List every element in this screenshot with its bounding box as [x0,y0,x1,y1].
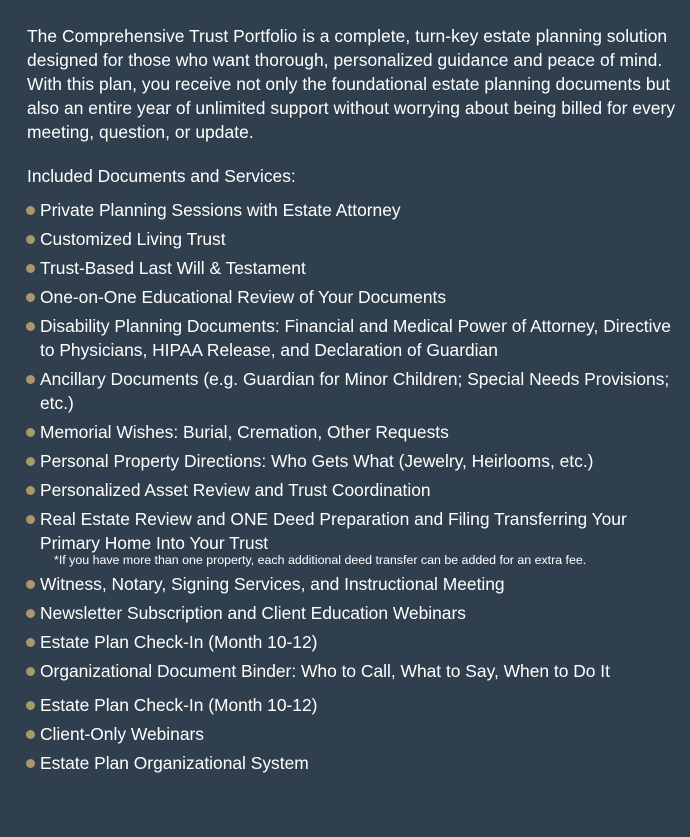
list-item [27,507,676,567]
list-item-text: One-on-One Educational Review of Your Documents [40,287,447,307]
bullet-icon [26,609,35,618]
list-item-text: Private Planning Sessions with Estate Attorney [40,200,401,220]
list-item [27,256,676,280]
section-heading: Included Documents and Services: [27,166,296,186]
list-item-text: Client-Only Webinars [40,724,204,744]
list-item-text: Memorial Wishes: Burial, Cremation, Other Requests [40,422,449,442]
list-item [27,722,676,746]
bullet-icon [26,638,35,647]
list-item-text: Real Estate Review and ONE Deed Preparation and Filing Transferring Your Primary Home Into Your Trust [40,509,627,553]
list-item [27,693,676,717]
list-item [27,367,676,415]
list-item [27,751,676,775]
list-item [27,449,676,473]
bullet-icon [26,486,35,495]
list-item-text: Trust-Based Last Will & Testament [40,258,306,278]
bullet-icon [26,701,35,710]
list-item-text: Organizational Document Binder: Who to Call, What to Say, When to Do It [40,661,610,681]
bullet-icon [26,515,35,524]
intro-paragraph: The Comprehensive Trust Portfolio is a complete, turn-key estate planning solution designed for those who want thorough, personalized guidance and peace of mind. With this plan, you receive not only the foundational estate planning documents but also an entire year of unlimited support without worrying about being billed for every meeting, question, or update. [27,26,676,142]
list-item [27,285,676,309]
list-item-text: Ancillary Documents (e.g. Guardian for Minor Children; Special Needs Provisions; etc.) [40,369,670,413]
list-item-text: Personalized Asset Review and Trust Coordination [40,480,431,500]
bullet-icon [26,457,35,466]
list-item-text: Disability Planning Documents: Financial and Medical Power of Attorney, Directive to Physicians, HIPAA Release, and Declaration of Guardian [40,316,671,360]
bullet-icon [26,730,35,739]
list-item [27,572,676,596]
list-item-text: Witness, Notary, Signing Services, and Instructional Meeting [40,574,505,594]
list-item [27,227,676,251]
bullet-icon [26,580,35,589]
bullet-icon [26,428,35,437]
bullet-icon [26,375,35,384]
bullet-icon [26,235,35,244]
bullet-icon [26,667,35,676]
bullet-icon [26,759,35,768]
list-item [27,478,676,502]
deed-footnote: *If you have more than one property, each additional deed transfer can be added for an extra fee. [54,553,587,567]
list-item [27,630,676,654]
bullet-icon [26,322,35,331]
list-item-text: Estate Plan Organizational System [40,753,309,773]
list-item [27,420,676,444]
bullet-icon [26,264,35,273]
list-item [27,601,676,625]
list-item [27,198,676,222]
list-item-text: Estate Plan Check-In (Month 10-12) [40,695,318,715]
list-item-text: Estate Plan Check-In (Month 10-12) [40,632,318,652]
list-item [27,659,676,683]
list-item-text: Customized Living Trust [40,229,226,249]
bullet-icon [26,293,35,302]
list-item-text: Personal Property Directions: Who Gets What (Jewelry, Heirlooms, etc.) [40,451,594,471]
list-item-text: Newsletter Subscription and Client Education Webinars [40,603,466,623]
bullet-icon [26,206,35,215]
services-list [27,198,676,775]
list-item [27,314,676,362]
